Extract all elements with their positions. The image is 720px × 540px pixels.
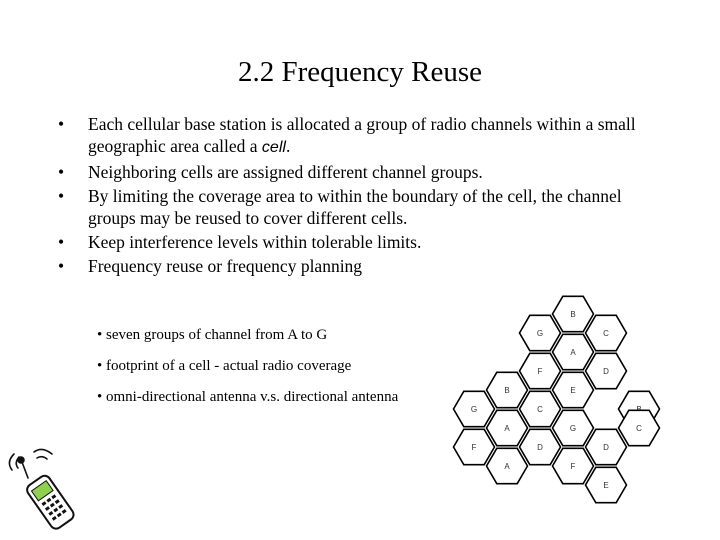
bullet-item [58, 185, 668, 229]
signal-wave-icon [34, 449, 52, 454]
hex-grid-svg [440, 290, 690, 520]
bullet-item [58, 113, 668, 159]
main-bullet-list [58, 113, 668, 279]
hex-cell-label: G [470, 405, 478, 414]
bullet-dot: • [58, 114, 65, 134]
slide-title: 2.2 Frequency Reuse [237, 56, 483, 88]
hex-cell-label: G [569, 424, 577, 433]
hexagon-cell-diagram [440, 290, 690, 525]
hex-cell-label: D [603, 443, 609, 452]
sub-bullet-list [97, 326, 417, 419]
bullet-dot: • [58, 256, 65, 276]
cell-phone-clipart-icon [0, 440, 90, 540]
phone-svg [0, 440, 90, 535]
bullet-text: By limiting the coverage area to within the boundary of the cell, the channel groups may be reused to cover different cells. [88, 186, 622, 228]
signal-wave-icon [9, 454, 14, 470]
bullet-item [58, 231, 668, 253]
bullet-dot: • [58, 232, 65, 252]
hex-cell-label: G [536, 329, 544, 338]
bullet-emphasis: cell [261, 139, 286, 156]
hex-cell-label: E [570, 386, 576, 395]
hex-cell-label: F [537, 367, 543, 376]
hex-cell-label: D [537, 443, 543, 452]
sub-bullet-item: • seven groups of channel from A to G [97, 327, 328, 343]
bullet-text: Keep interference levels within tolerable limits. [88, 232, 422, 252]
hex-cell-label: A [570, 348, 576, 357]
hex-cell-label: F [471, 443, 477, 452]
sub-bullet-item: • omni-directional antenna v.s. directional antenna [97, 389, 399, 405]
bullet-item [58, 161, 668, 183]
hex-cell-label: C [537, 405, 543, 414]
bullet-text: Frequency reuse or frequency planning [88, 256, 363, 276]
hex-cell-label: A [504, 462, 510, 471]
hex-cell-label: E [603, 481, 609, 490]
bullet-text: Each cellular base station is allocated a group of radio channels within a small geographic area called a [88, 114, 636, 156]
bullet-item [58, 255, 668, 277]
hex-cell-label: C [603, 329, 609, 338]
signal-wave-icon [37, 457, 47, 459]
bullet-dot: • [58, 186, 65, 206]
hex-cell-label: A [504, 424, 510, 433]
bullet-dot: • [58, 162, 65, 182]
sub-bullet-item: • footprint of a cell - actual radio coverage [97, 358, 352, 374]
hex-cell-label: B [570, 310, 576, 319]
hex-cell-label: C [636, 424, 642, 433]
bullet-text-tail: . [285, 136, 291, 156]
hex-cell-label: D [603, 367, 609, 376]
hex-cell-label: B [504, 386, 510, 395]
phone-body-icon [25, 473, 76, 531]
bullet-text: Neighboring cells are assigned different channel groups. [88, 162, 483, 182]
hex-cell-label: F [570, 462, 576, 471]
